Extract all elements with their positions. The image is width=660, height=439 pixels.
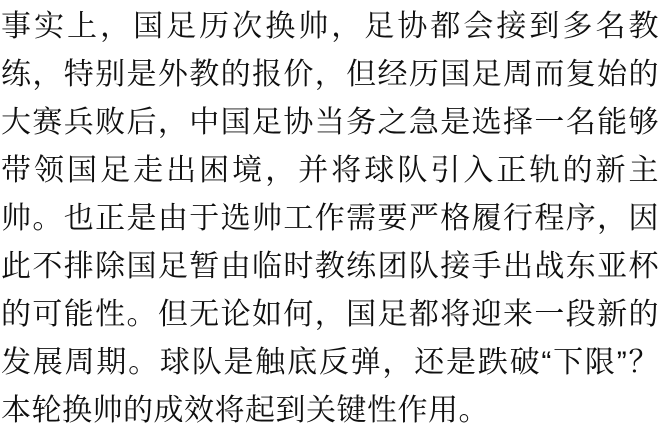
article-paragraph: 事实上，国足历次换帅，足协都会接到多名教练，特别是外教的报价，但经历国足周而复始的大赛兵败后，中国足协当务之急是选择一名能够带领国足走出困境，并将球队引入正轨的新主帅。也正是由于选帅工作需要严格履行程序，因此不排除国足暂由临时教练团队接手出战东亚杯的可能性。但无论如何，国足都将迎来一段新的发展周期。球队是触底反弹，还是跌破“下限”？本轮换帅的成效将起到关键性作用。 bbox=[1, 10, 659, 427]
